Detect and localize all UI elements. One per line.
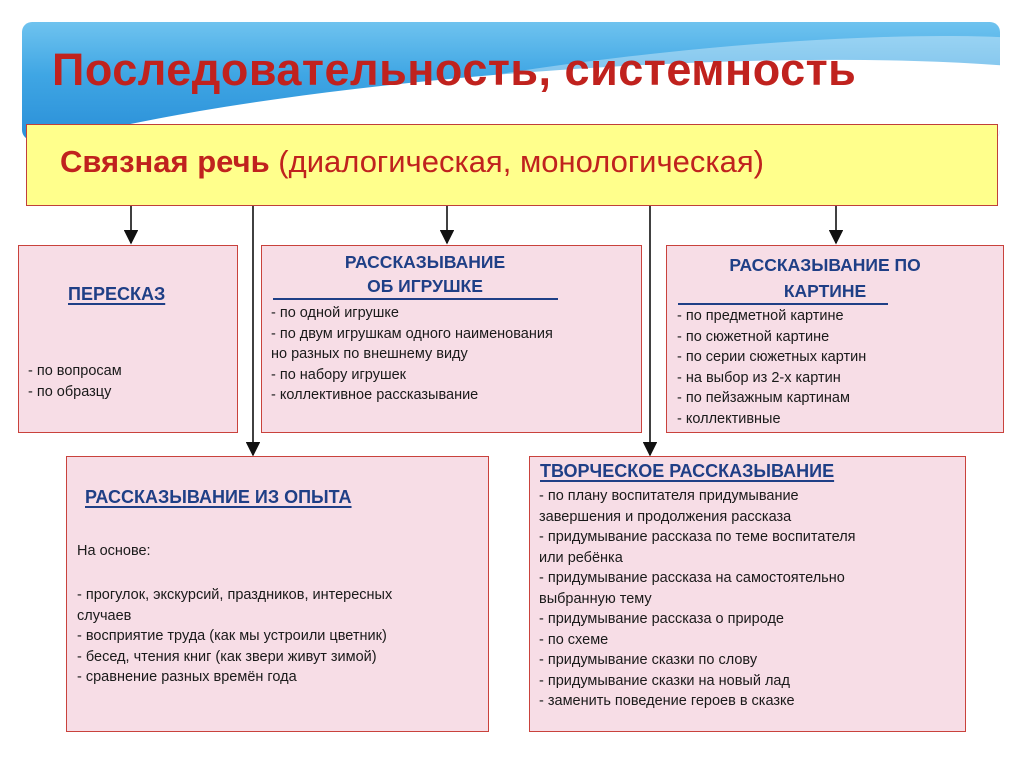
card-experience-storytelling [66,456,489,732]
slide-title: Последовательность, системность [52,44,857,95]
card-retelling [18,245,238,433]
card-picture-storytelling [666,245,1004,433]
list-item: - придумывание рассказа на самостоятельно [539,570,845,586]
card-picture-heading-line1: РАССКАЗЫВАНИЕ ПО [729,255,921,275]
list-item: - придумывание сказки на новый лад [539,672,790,689]
connected-speech-bold: Связная речь [60,144,270,179]
card-picture-list [677,306,866,429]
card-experience-heading: РАССКАЗЫВАНИЕ ИЗ ОПЫТА [85,487,352,507]
list-item: случаев [77,607,132,624]
list-item: - по плану воспитателя придумывание [539,488,799,504]
card-toy-heading-underline [273,298,558,300]
connected-speech-box [26,124,998,206]
list-item: - прогулок, экскурсий, праздников, интересных [77,587,393,603]
list-item: - по двум игрушкам одного наименования [271,325,553,342]
card-picture-heading [675,252,975,304]
card-retelling-list [28,361,122,402]
list-item: - на выбор из 2-х картин [677,369,841,386]
connected-speech-types: (диалогическая, монологическая) [269,144,764,179]
list-item: - по схеме [539,631,609,648]
list-item: - заменить поведение героев в сказке [539,693,795,709]
list-item: - по набору игрушек [271,366,407,383]
card-toy-heading [270,250,580,298]
connected-speech-text [60,144,764,180]
card-creative-list [539,486,856,712]
list-item: - по предметной картине [677,308,844,324]
list-item: - коллективные [677,410,781,427]
list-item: - по образцу [28,383,112,400]
list-item: или ребёнка [539,549,623,566]
card-experience-intro: На основе: [77,543,151,559]
list-item: завершения и продолжения рассказа [539,508,792,525]
card-creative-heading: ТВОРЧЕСКОЕ РАССКАЗЫВАНИЕ [540,461,835,481]
list-item: - придумывание сказки по слову [539,652,758,668]
card-toy-heading-line2: ОБ ИГРУШКЕ [367,276,483,296]
list-item: но разных по внешнему виду [271,346,468,362]
card-picture-heading-underline [678,303,888,305]
list-item: - по серии сюжетных картин [677,349,867,365]
list-item: - сравнение разных времён года [77,669,297,685]
list-item: - придумывание рассказа о природе [539,611,784,627]
card-experience-list [77,585,392,688]
list-item: выбранную тему [539,590,652,607]
list-item: - по пейзажным картинам [677,390,850,406]
list-item: - по одной игрушке [271,305,399,321]
card-toy-list [271,303,553,406]
list-item: - по вопросам [28,363,122,379]
card-retelling-heading: ПЕРЕСКАЗ [68,284,166,304]
list-item: - по сюжетной картине [677,328,830,345]
card-toy-heading-line1: РАССКАЗЫВАНИЕ [344,252,506,272]
list-item: - бесед, чтения книг (как звери живут зимой) [77,648,377,665]
card-toy-storytelling [261,245,642,433]
card-picture-heading-line2: КАРТИНЕ [783,281,867,301]
list-item: - коллективное рассказывание [271,387,479,403]
list-item: - придумывание рассказа по теме воспитателя [539,529,856,545]
list-item: - восприятие труда (как мы устроили цветник) [77,628,387,644]
card-creative-storytelling [529,456,966,732]
